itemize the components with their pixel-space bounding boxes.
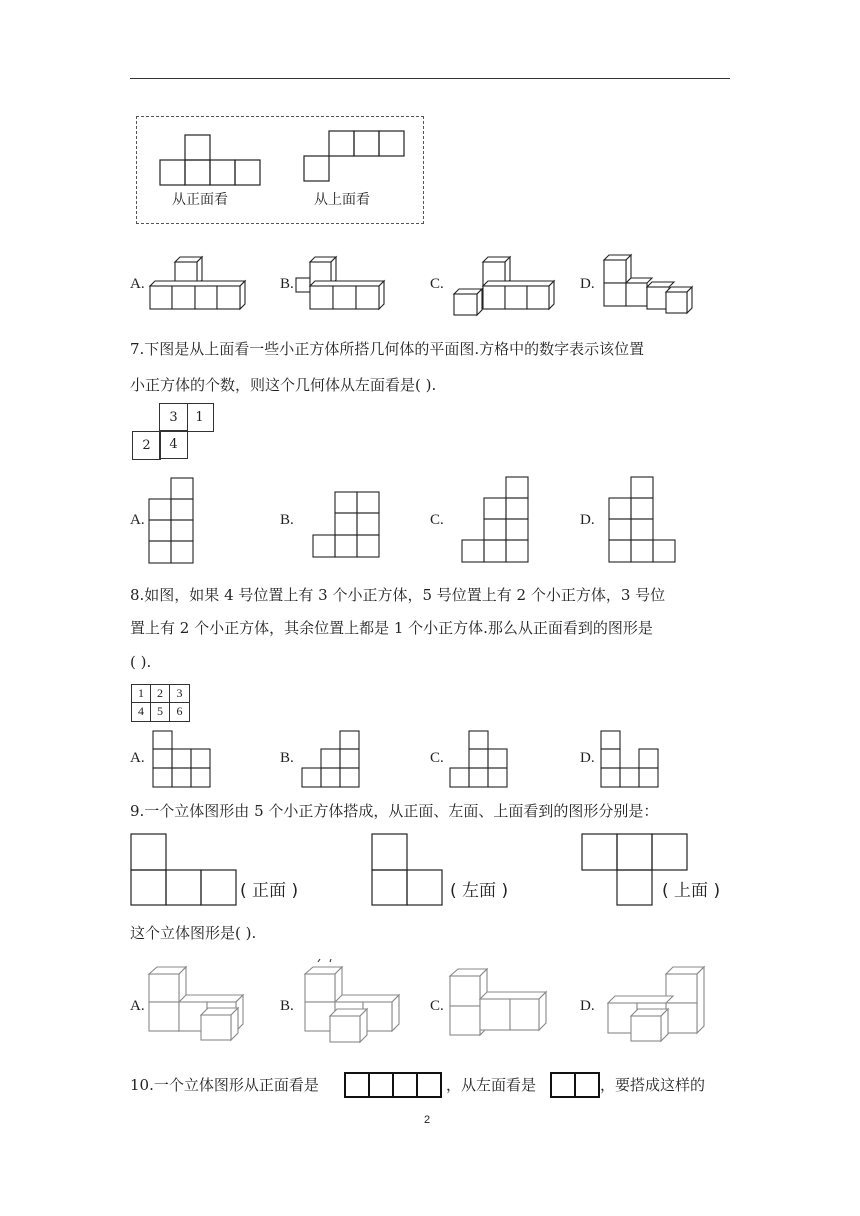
- q9-question-line-1: 9.一个立体图形由 5 个小正方体搭成，从正面、左面、上面看到的图形分别是：: [130, 802, 659, 820]
- q6-option-c-figure: [452, 256, 556, 316]
- q6-front-view-caption: 从正面看: [172, 192, 228, 208]
- q9-front-label: ( 正面 ): [240, 881, 299, 901]
- grid-cell: 1: [186, 403, 214, 432]
- q9-left-view-figure: [371, 833, 447, 907]
- header-rule: [130, 78, 730, 79]
- grid-cell: 4: [159, 430, 188, 459]
- q7-option-c-label: C.: [430, 512, 444, 528]
- q8-option-a-figure: [152, 730, 214, 790]
- grid-cell: 5: [151, 703, 170, 721]
- q7-option-c-figure: [462, 476, 530, 566]
- q8-option-c-label: C.: [430, 750, 444, 766]
- q6-top-view-figure: [304, 130, 406, 184]
- grid-cell: 4: [132, 703, 151, 721]
- q9-top-label: ( 上面 ): [662, 881, 721, 901]
- q10-question-part-3: ，要搭成这样的: [600, 1076, 706, 1094]
- q6-top-view-caption: 从上面看: [314, 192, 370, 208]
- grid-cell: 1: [132, 685, 151, 703]
- page-number: 2: [424, 1114, 431, 1126]
- q6-option-b-figure: [296, 256, 396, 314]
- grid-cell: 2: [132, 431, 161, 460]
- q8-option-b-label: B.: [280, 750, 294, 766]
- q7-option-a-label: A.: [130, 512, 145, 528]
- q8-question-line-3: ( ).: [130, 653, 152, 671]
- q9-option-d-figure: [607, 964, 707, 1044]
- grid-cell: 3: [159, 403, 188, 432]
- q8-option-a-label: A.: [130, 750, 145, 766]
- grid-cell: 3: [170, 685, 189, 703]
- q8-position-grid: [131, 684, 190, 722]
- q8-question-line-2: 置上有 2 个小正方体，其余位置上都是 1 个小正方体.那么从正面看到的图形是: [130, 619, 653, 637]
- q6-option-a-label: A.: [130, 276, 145, 292]
- q10-left-view-figure: [550, 1072, 602, 1100]
- q7-question-line-1: 7.下图是从上面看一些小正方体所搭几何体的平面图.方格中的数字表示该位置: [130, 340, 645, 358]
- q8-question-line-1: 8.如图，如果 4 号位置上有 3 个小正方体，5 号位置上有 2 个小正方体，3 号位: [130, 586, 666, 604]
- q9-option-a-label: A.: [130, 998, 145, 1014]
- q7-option-d-figure: [609, 476, 677, 566]
- q7-option-a-figure: [149, 477, 195, 567]
- q10-front-view-figure: [344, 1072, 444, 1100]
- q9-option-b-label: B.: [280, 998, 294, 1014]
- q6-option-a-figure: [150, 256, 250, 314]
- q7-option-b-figure: [313, 491, 381, 559]
- q9-question-line-2: 这个立体图形是( ).: [130, 924, 257, 942]
- q6-option-c-label: C.: [430, 276, 444, 292]
- grid-cell: 6: [176, 704, 183, 718]
- q6-option-d-figure: [604, 254, 696, 316]
- q9-left-label: ( 左面 ): [450, 881, 509, 901]
- q7-option-d-label: D.: [580, 512, 595, 528]
- q9-option-c-label: C.: [430, 998, 444, 1014]
- q9-front-view-figure: [130, 833, 240, 907]
- q7-option-b-label: B.: [280, 512, 294, 528]
- q8-option-c-figure: [449, 730, 511, 790]
- q9-option-c-figure: [449, 968, 549, 1040]
- q9-option-d-label: D.: [580, 998, 595, 1014]
- q8-option-b-figure: [301, 730, 363, 790]
- q6-option-b-label: B.: [280, 276, 294, 292]
- q7-question-line-2: 小正方体的个数，则这个几何体从左面看是( ).: [130, 376, 437, 394]
- q6-front-view-figure: [160, 134, 262, 186]
- q9-option-a-figure: [148, 966, 248, 1042]
- q10-question-part-1: 10.一个立体图形从正面看是: [130, 1076, 319, 1094]
- q6-option-d-label: D.: [580, 276, 595, 292]
- q8-option-d-figure: [600, 730, 662, 790]
- q10-question-part-2: ，从左面看是: [446, 1076, 537, 1094]
- q8-option-d-label: D.: [580, 750, 595, 766]
- grid-cell: 2: [151, 685, 170, 703]
- q9-option-b-figure: [304, 962, 404, 1044]
